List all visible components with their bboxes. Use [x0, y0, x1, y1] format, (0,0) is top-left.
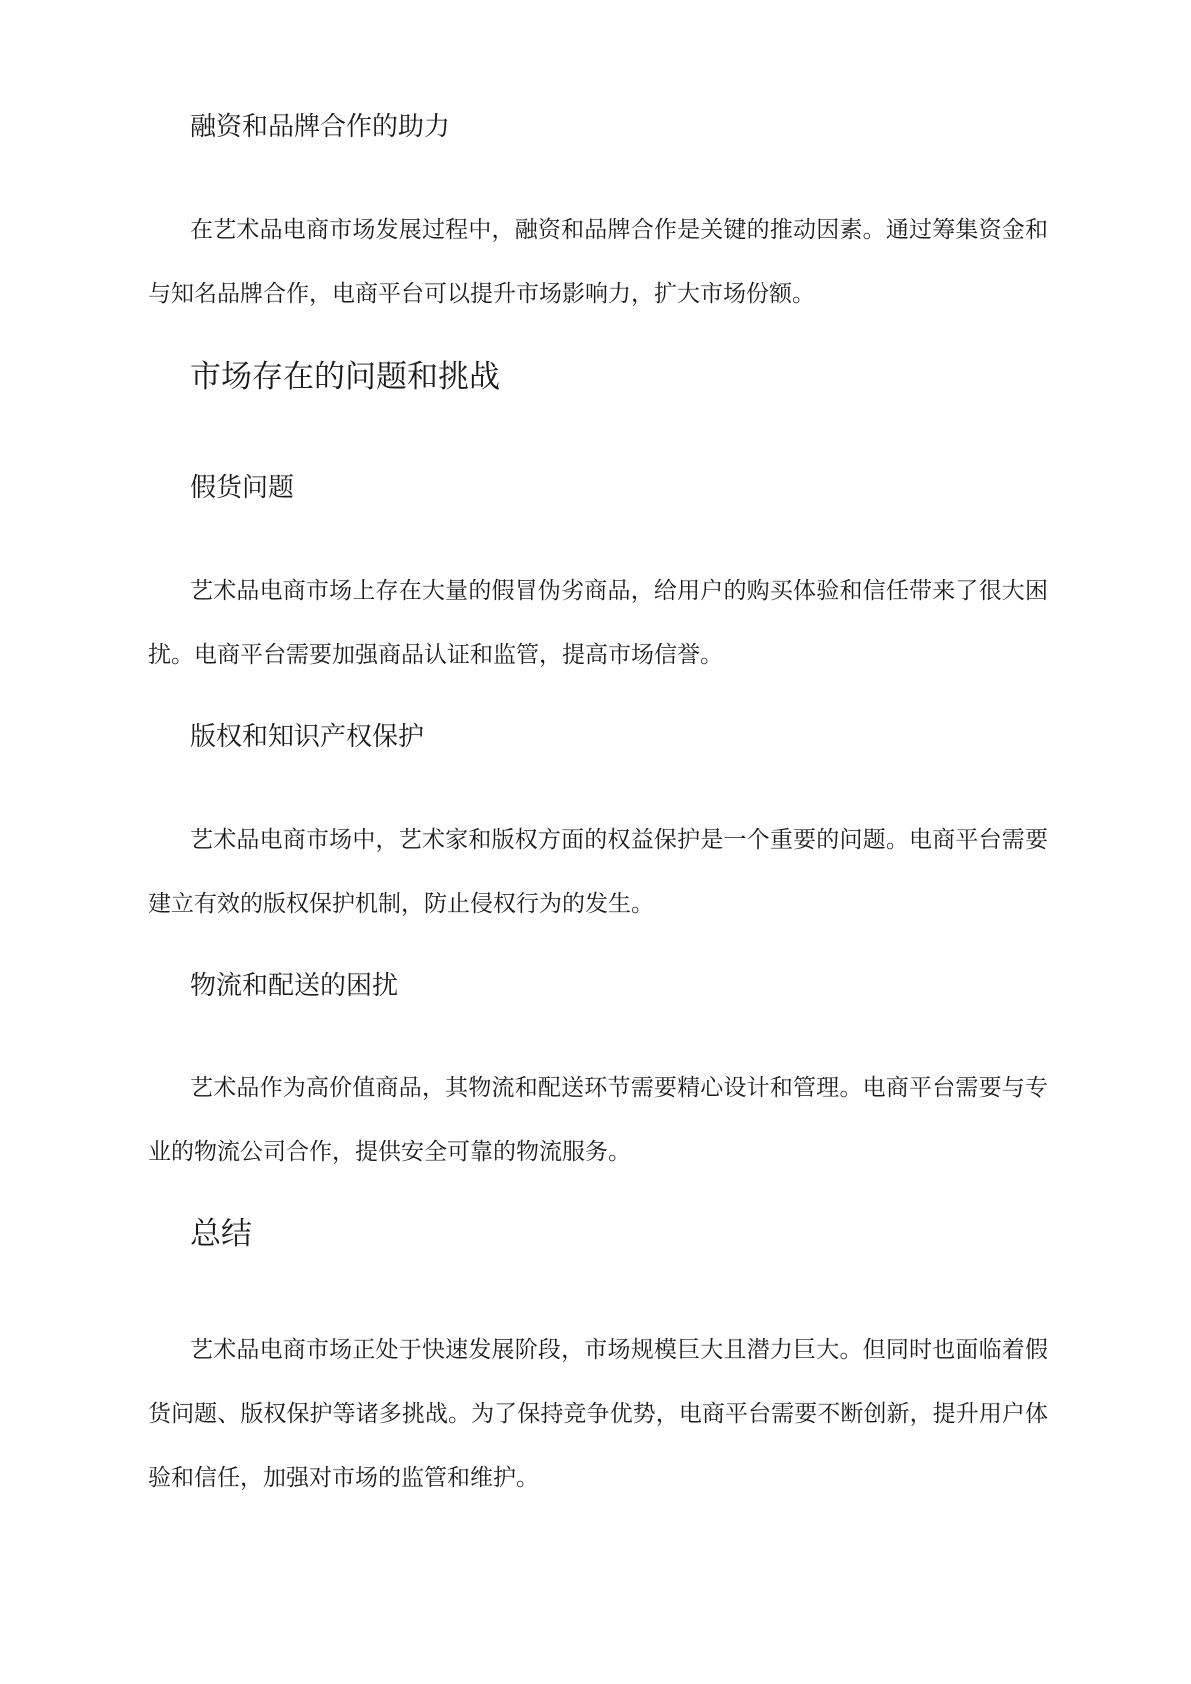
paragraph-counterfeit-issue: 艺术品电商市场上存在大量的假冒伪劣商品，给用户的购买体验和信任带来了很大困扰。电商平台需要加强商品认证和监管，提高市场信誉。: [148, 578, 1048, 668]
paragraph-financing-brand-cooperation: 在艺术品电商市场发展过程中，融资和品牌合作是关键的推动因素。通过筹集资金和与知名品牌合作，电商平台可以提升市场影响力，扩大市场份额。: [148, 217, 1048, 307]
heading-market-problems-challenges: 市场存在的问题和挑战: [190, 359, 500, 395]
heading-copyright-ip-protection: 版权和知识产权保护: [190, 722, 425, 752]
paragraph-logistics-delivery: 艺术品作为高价值商品，其物流和配送环节需要精心设计和管理。电商平台需要与专业的物流公司合作，提供安全可靠的物流服务。: [148, 1075, 1048, 1165]
paragraph-summary: 艺术品电商市场正处于快速发展阶段，市场规模巨大且潜力巨大。但同时也面临着假货问题、版权保护等诸多挑战。为了保持竞争优势，电商平台需要不断创新，提升用户体验和信任，加强对市场的监管和维护。: [148, 1337, 1048, 1491]
paragraph-copyright-ip-protection: 艺术品电商市场中，艺术家和版权方面的权益保护是一个重要的问题。电商平台需要建立有效的版权保护机制，防止侵权行为的发生。: [148, 827, 1048, 917]
heading-counterfeit-issue: 假货问题: [190, 473, 295, 503]
heading-financing-brand-cooperation: 融资和品牌合作的助力: [190, 112, 451, 142]
heading-logistics-delivery: 物流和配送的困扰: [190, 971, 399, 1001]
heading-summary: 总结: [190, 1216, 252, 1252]
